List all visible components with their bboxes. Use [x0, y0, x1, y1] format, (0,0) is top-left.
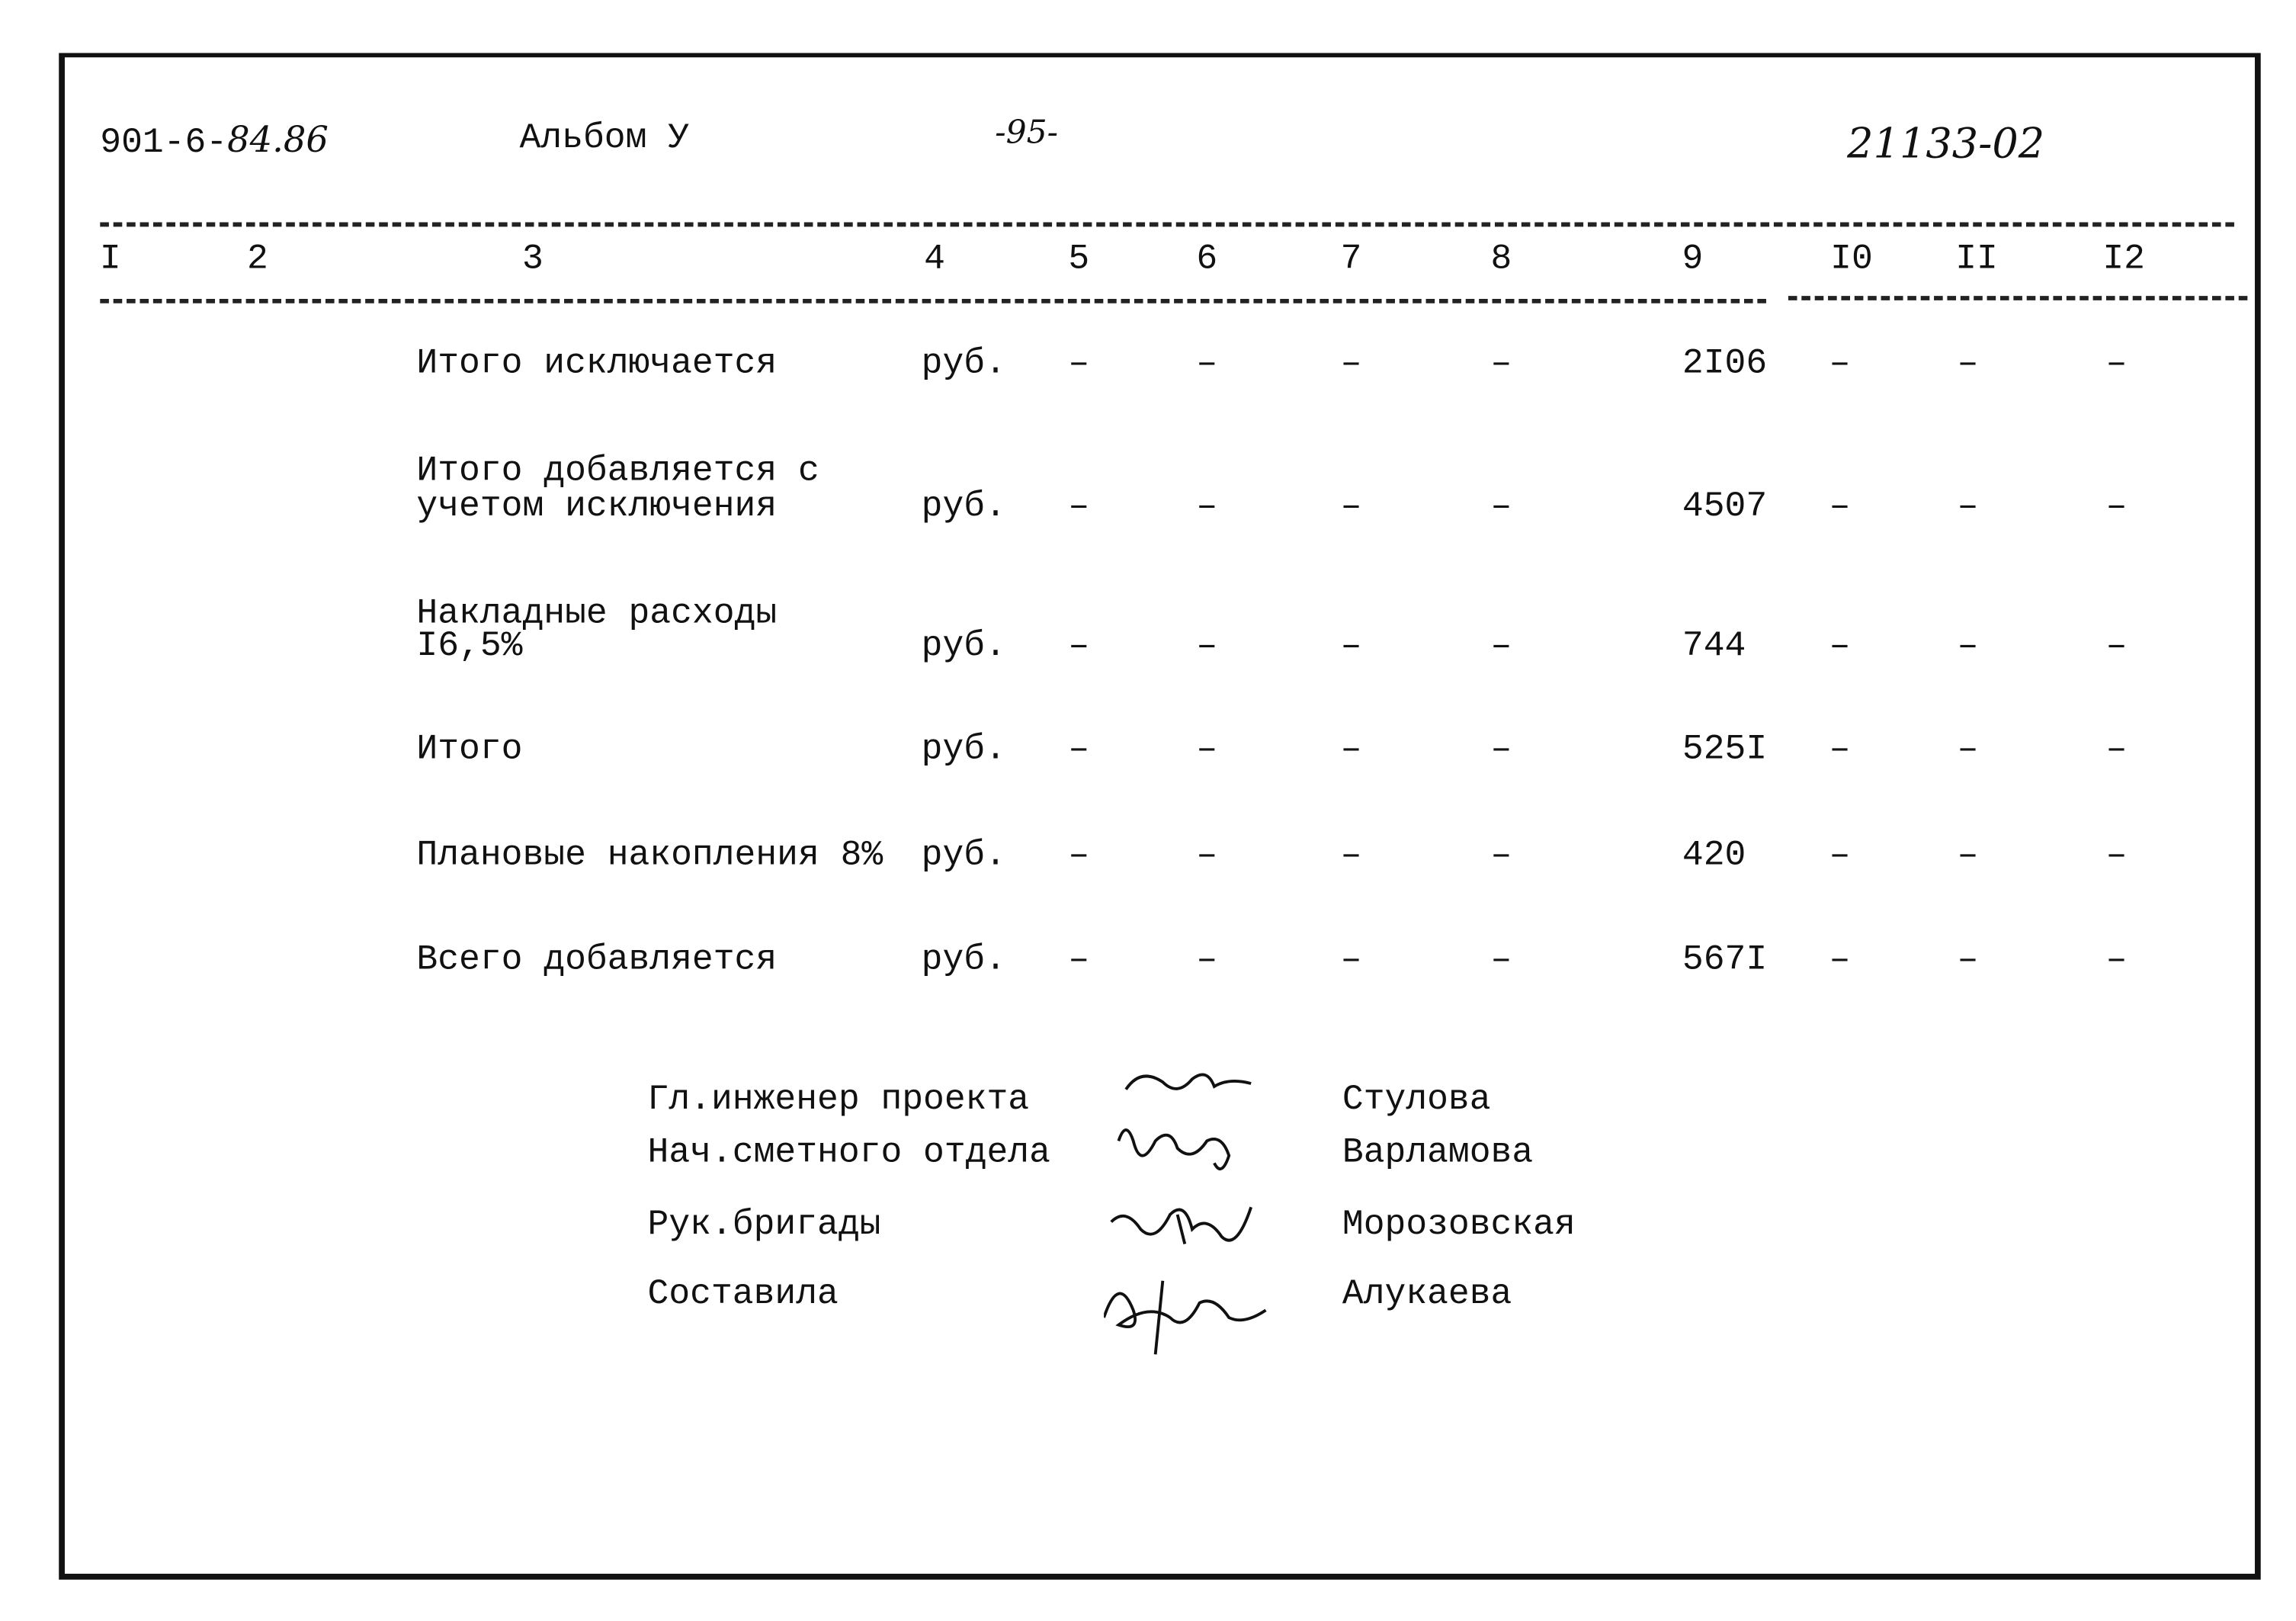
document-code [100, 119, 329, 164]
column-header-4: 4 [924, 239, 945, 280]
signatory-name: Алукаева [1342, 1275, 1512, 1315]
row-description: Итого добавляется с [416, 451, 819, 492]
signatory-name: Варламова [1342, 1133, 1534, 1173]
cell-c11: – [1957, 487, 1979, 528]
column-header-11: II [1955, 239, 1998, 280]
row-unit: руб. [921, 940, 1006, 981]
cell-c7: – [1340, 836, 1362, 876]
cell-c11: – [1957, 627, 1979, 667]
cell-c6: – [1196, 940, 1218, 981]
cell-c7: – [1340, 487, 1362, 528]
column-header-2: 2 [246, 239, 268, 280]
cell-c7: – [1340, 730, 1362, 770]
row-description: Накладные расходы [416, 595, 778, 635]
signatory-role: Рук.бригады [647, 1205, 881, 1246]
row-description: Всего добавляется [416, 940, 778, 981]
cell-c8: – [1490, 836, 1512, 876]
cell-c5: – [1068, 487, 1090, 528]
cell-c6: – [1196, 836, 1218, 876]
cell-c6: – [1196, 730, 1218, 770]
cell-c10: – [1829, 730, 1851, 770]
cell-c12: – [2105, 487, 2128, 528]
handwritten-signatures [1104, 1060, 1310, 1369]
cell-c6: – [1196, 344, 1218, 384]
cell-c7: – [1340, 940, 1362, 981]
cell-c12: – [2105, 730, 2128, 770]
cell-c7: – [1340, 627, 1362, 667]
column-header-6: 6 [1196, 239, 1218, 280]
doc-code-handwritten: 84.86 [227, 119, 329, 161]
signatory-role: Гл.инженер проекта [647, 1080, 1030, 1121]
cell-c10: – [1829, 627, 1851, 667]
row-description: Итого [416, 730, 523, 770]
cell-c11: – [1957, 836, 1979, 876]
row-amount: 567I [1682, 940, 1768, 981]
row-unit: руб. [921, 730, 1006, 770]
row-unit: руб. [921, 344, 1006, 384]
signatory-name: Стулова [1342, 1080, 1491, 1121]
cell-c5: – [1068, 344, 1090, 384]
cell-c10: – [1829, 836, 1851, 876]
cell-c10: – [1829, 487, 1851, 528]
cell-c6: – [1196, 627, 1218, 667]
row-amount: 744 [1682, 627, 1746, 667]
doc-code-printed: 901-6- [100, 124, 228, 164]
row-unit: руб. [921, 836, 1006, 876]
cell-c5: – [1068, 940, 1090, 981]
cell-c7: – [1340, 344, 1362, 384]
header-bottom-rule [100, 299, 1766, 303]
cell-c5: – [1068, 836, 1090, 876]
cell-c10: – [1829, 344, 1851, 384]
cell-c10: – [1829, 940, 1851, 981]
row-description: Итого исключается [416, 344, 778, 384]
cell-c8: – [1490, 344, 1512, 384]
album-label: Альбом У [519, 119, 690, 159]
row-amount: 525I [1682, 730, 1768, 770]
row-unit: руб. [921, 627, 1006, 667]
column-header-8: 8 [1490, 239, 1512, 280]
row-amount: 4507 [1682, 487, 1768, 528]
row-unit: руб. [921, 487, 1006, 528]
cell-c11: – [1957, 730, 1979, 770]
header-top-rule [100, 223, 2234, 227]
header-bottom-rule-right [1788, 296, 2247, 300]
row-description: Плановые накопления 8% [416, 836, 883, 876]
cell-c6: – [1196, 487, 1218, 528]
row-amount: 2I06 [1682, 344, 1768, 384]
column-header-12: I2 [2102, 239, 2145, 280]
cell-c5: – [1068, 627, 1090, 667]
row-amount: 420 [1682, 836, 1746, 876]
column-header-10: I0 [1830, 239, 1873, 280]
cell-c5: – [1068, 730, 1090, 770]
cell-c11: – [1957, 344, 1979, 384]
cell-c8: – [1490, 730, 1512, 770]
cell-c8: – [1490, 940, 1512, 981]
row-description: учетом исключения [416, 487, 778, 528]
column-header-9: 9 [1682, 239, 1704, 280]
column-header-5: 5 [1068, 239, 1090, 280]
column-header-3: 3 [522, 239, 544, 280]
cell-c12: – [2105, 627, 2128, 667]
cell-c8: – [1490, 627, 1512, 667]
row-description: I6,5% [416, 627, 523, 667]
signatory-role: Составила [647, 1275, 839, 1315]
signatory-name: Морозовская [1342, 1205, 1576, 1246]
column-header-1: I [99, 239, 121, 280]
cell-c8: – [1490, 487, 1512, 528]
cell-c12: – [2105, 836, 2128, 876]
column-header-7: 7 [1340, 239, 1362, 280]
page-number: -95- [995, 114, 1059, 152]
cell-c12: – [2105, 940, 2128, 981]
cell-c12: – [2105, 344, 2128, 384]
reference-number: 21133-02 [1847, 119, 2045, 169]
cell-c11: – [1957, 940, 1979, 981]
signatory-role: Нач.сметного отдела [647, 1133, 1050, 1173]
